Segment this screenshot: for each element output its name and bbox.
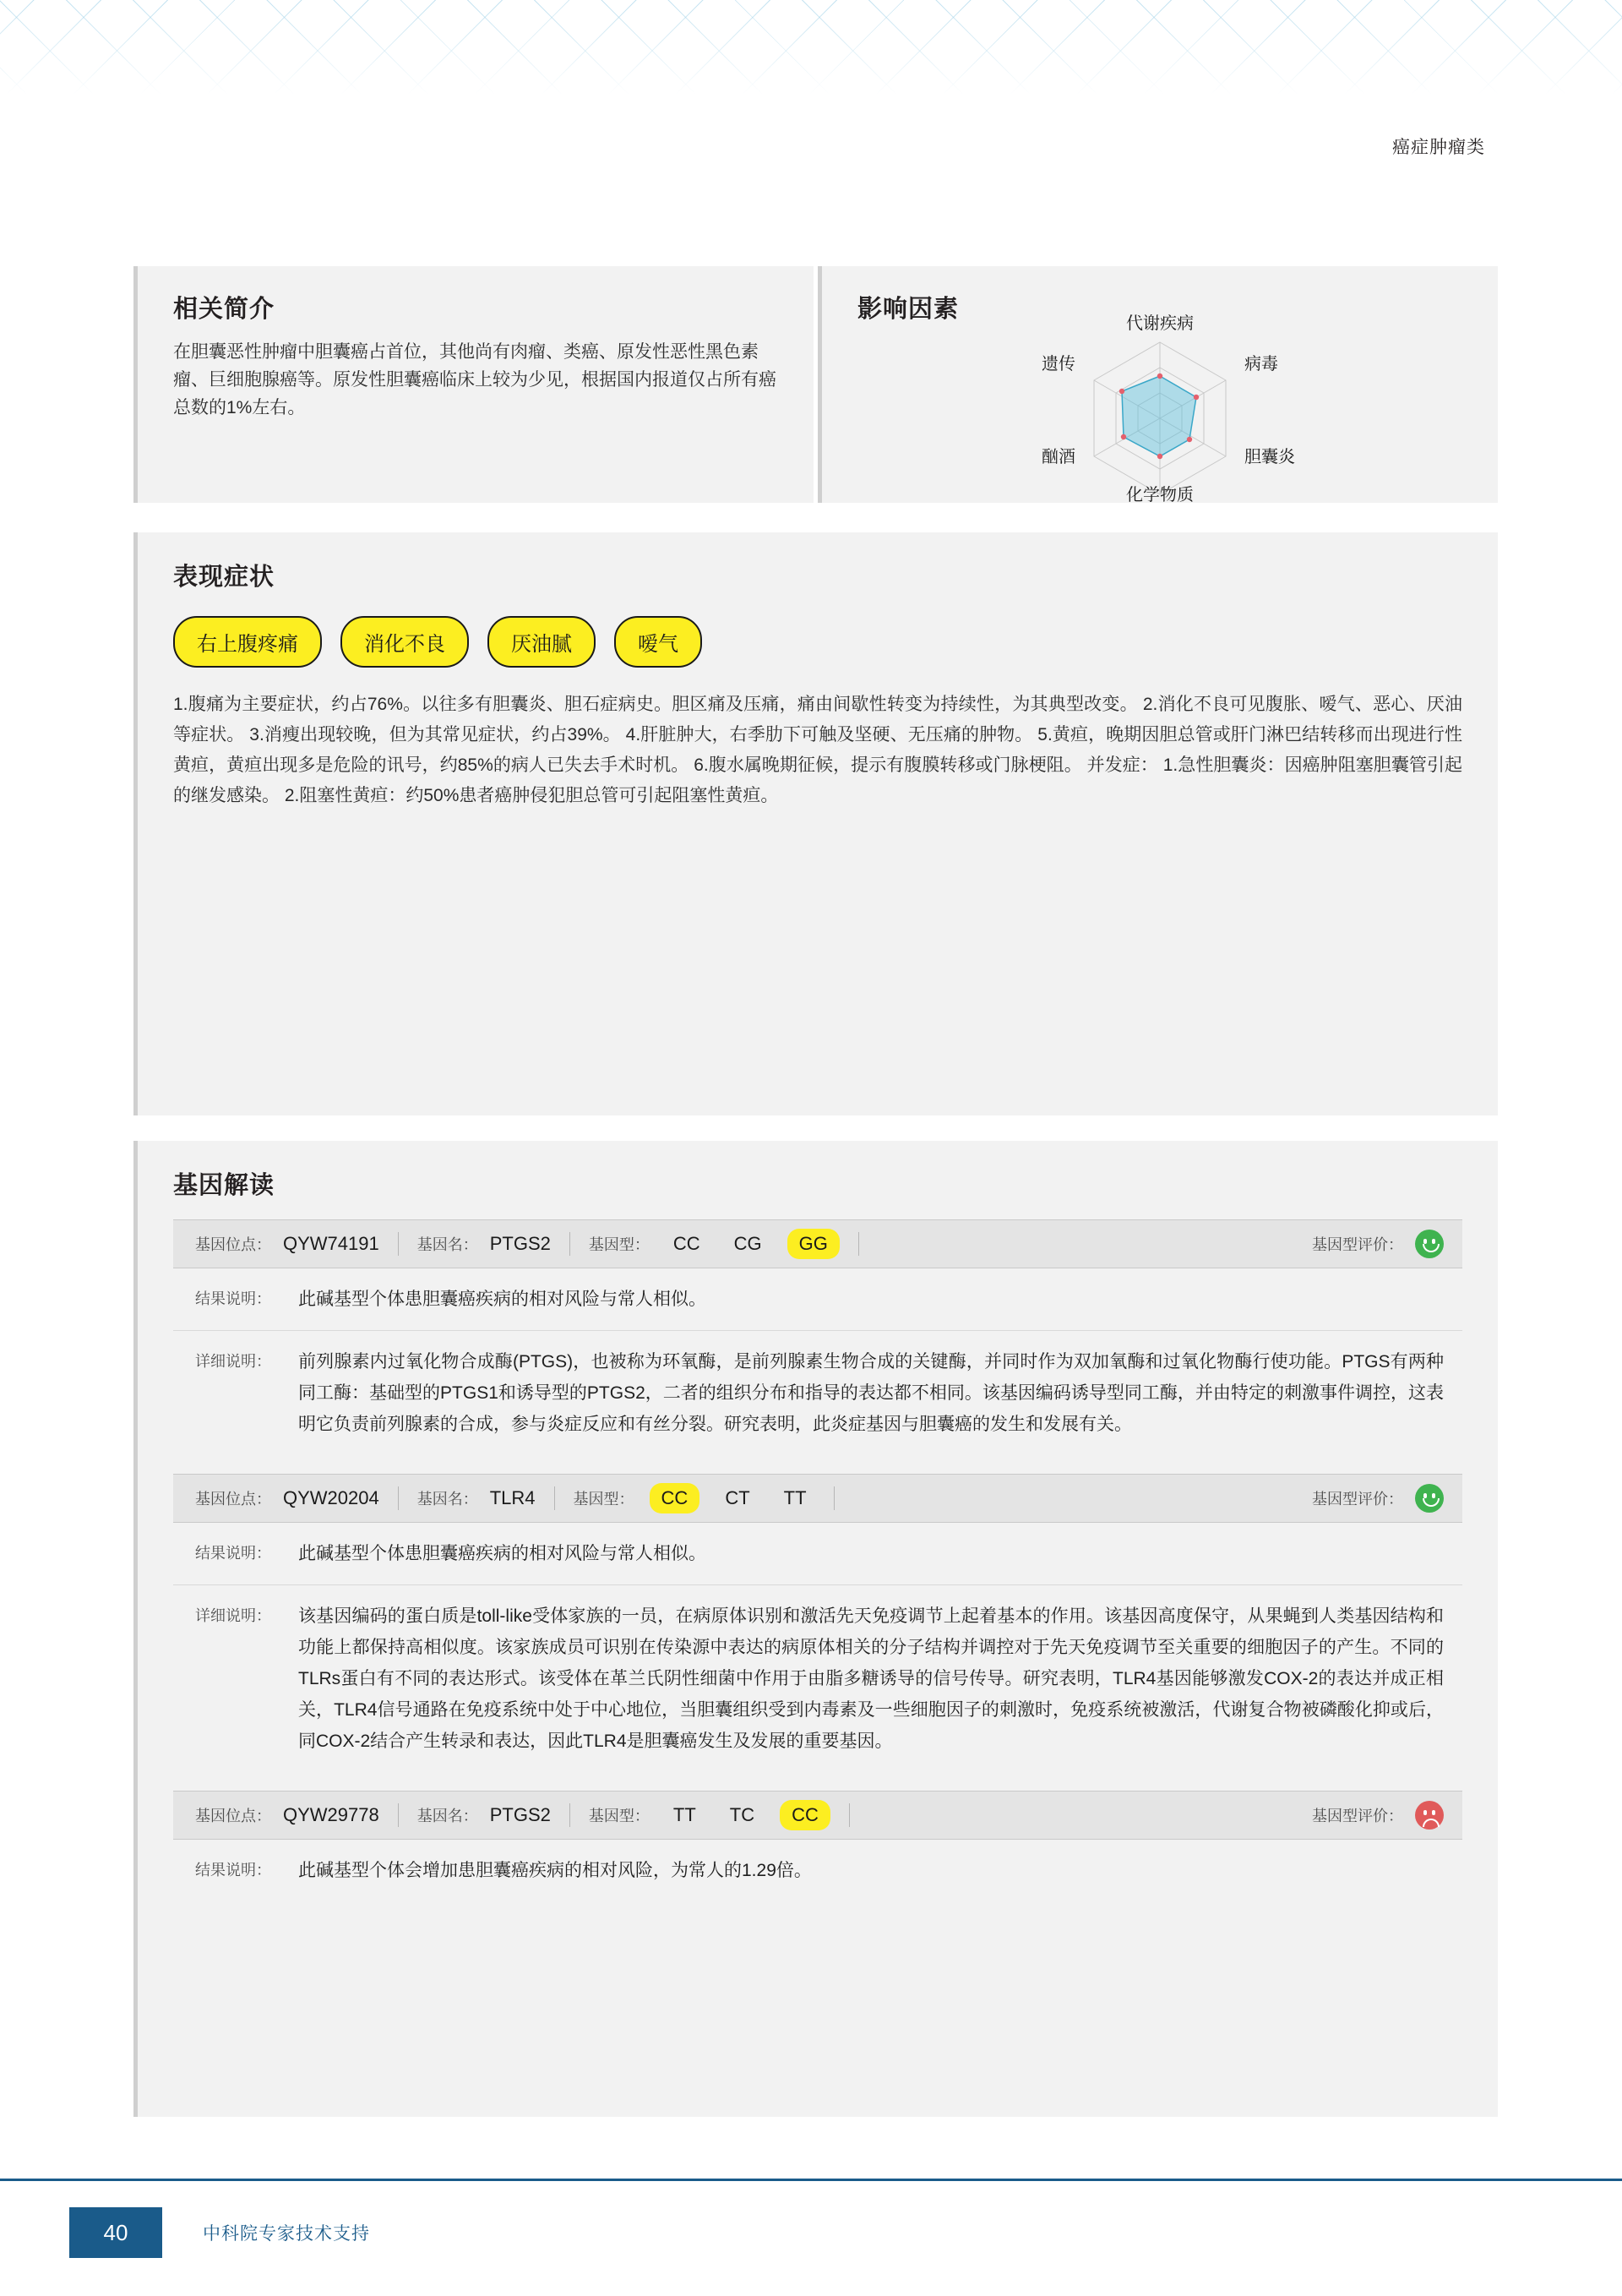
footer-rule: [0, 2179, 1622, 2181]
footer-note: 中科院专家技术支持: [203, 2224, 370, 2244]
divider: [398, 1232, 399, 1256]
band-fade-overlay: [0, 0, 1622, 95]
result-label: 结果说明：: [195, 1545, 271, 1562]
gene-detail-row: [173, 1331, 1462, 1455]
rating-group: [1312, 1801, 1444, 1830]
divider: [834, 1486, 835, 1510]
intro-text: 在胆囊恶性肿瘤中胆囊癌占首位，其他尚有肉瘤、类癌、原发性恶性黑色素瘤、巨细胞腺癌等。原发性胆囊癌临床上较为少见，根据国内报道仅占所有癌总数的1%左右。: [173, 342, 776, 417]
genotype-label: 基因型：: [588, 1236, 650, 1253]
gene-result-row: [173, 1840, 1462, 1901]
gene-result-row: [173, 1268, 1462, 1331]
locus-value: QYW20204: [283, 1487, 379, 1508]
gene-name-value: PTGS2: [489, 1233, 551, 1254]
gene-card: [133, 1141, 1498, 2117]
radar-label-2: 胆囊炎: [1244, 448, 1295, 466]
symptoms-description: 1.腹痛为主要症状，约占76%。以往多有胆囊炎、胆石症病史。胆区痛及压痛，痛由间歇性转变为持续性，为其典型改变。 2.消化不良可见腹胀、嗳气、恶心、厌油等症状。 3.消瘦出现较晚，但为其常见症状，约占39%。 4.肝脏肿大，右季肋下可触及坚硬、无压痛的肿物。 5.黄疸，晚期因胆总管或肝门淋巴结转移而出现进行性黄疸，黄疸出现多是危险的讯号，约85%的病人已失去手术时机。 6.腹水属晚期征候，提示有腹膜转移或门脉梗阻。 并发症： 1.急性胆囊炎：因癌肿阻塞胆囊管引起的继发感染。 2.阻塞性黄疸：约50%患者癌肿侵犯胆总管可引起阻塞性黄疸。: [173, 695, 1462, 805]
locus-label: 基因位点：: [195, 1236, 271, 1253]
allele-option: CG: [733, 1233, 762, 1254]
allele-option: TC: [729, 1804, 755, 1825]
result-label: 结果说明：: [195, 1862, 271, 1879]
gene-title: 基因解读: [173, 1172, 275, 1199]
gene-name-label: 基因名：: [416, 1808, 478, 1824]
decorative-top-band: [0, 0, 1622, 95]
allele-option-selected: CC: [650, 1483, 700, 1513]
divider: [569, 1232, 570, 1256]
symptom-pill: 嗳气: [614, 616, 702, 668]
gene-name-label: 基因名：: [416, 1236, 478, 1253]
gene-header-row: [173, 1219, 1462, 1268]
gene-block: [173, 1474, 1462, 1772]
divider: [398, 1803, 399, 1827]
gene-name-label: 基因名：: [416, 1491, 478, 1508]
genotype-label: 基因型：: [573, 1491, 634, 1508]
locus-label: 基因位点：: [195, 1808, 271, 1824]
genotype-label: 基因型：: [588, 1808, 650, 1824]
locus-label: 基因位点：: [195, 1491, 271, 1508]
symptom-pill: 厌油腻: [487, 616, 596, 668]
divider: [569, 1803, 570, 1827]
rating-group: [1312, 1484, 1444, 1513]
allele-option: TT: [783, 1487, 807, 1508]
rating-label: 基因型评价：: [1312, 1808, 1403, 1824]
symptoms-title: 表现症状: [173, 564, 275, 591]
gene-block: [173, 1791, 1462, 1901]
locus-value: QYW74191: [283, 1233, 379, 1254]
divider: [398, 1486, 399, 1510]
allele-group: [665, 1229, 840, 1259]
divider: [849, 1803, 850, 1827]
page-category-header: 癌症肿瘤类: [1392, 138, 1485, 157]
radar-label-3: 化学物质: [1126, 486, 1194, 503]
intro-title: 相关简介: [173, 296, 275, 323]
divider: [858, 1232, 859, 1256]
allele-group: [650, 1483, 815, 1513]
symptom-pill-row: [173, 616, 1498, 668]
allele-option: CC: [672, 1233, 700, 1254]
factors-title: 影响因素: [857, 296, 960, 323]
gene-name-value: TLR4: [489, 1487, 536, 1508]
detail-text: 前列腺素内过氧化物合成酶(PTGS)，也被称为环氧酶，是前列腺素生物合成的关键酶，并同时作为双加氧酶和过氧化物酶行使功能。PTGS有两种同工酶：基础型的PTGS1和诱导型的PTGS2，二者的组织分布和指导的表达都不相同。该基因编码诱导型同工酶，并由特定的刺激事件调控，这表明它负责前列腺素的合成，参与炎症反应和有丝分裂。研究表明，此炎症基因与胆囊癌的发生和发展有关。: [298, 1352, 1444, 1434]
divider: [554, 1486, 555, 1510]
allele-option: CT: [725, 1487, 750, 1508]
allele-group: [665, 1800, 830, 1830]
gene-detail-row: [173, 1585, 1462, 1772]
radar-label-5: 遗传: [1042, 355, 1075, 374]
symptom-pill: 消化不良: [340, 616, 469, 668]
detail-label: 详细说明：: [195, 1353, 271, 1370]
radar-label-0: 代谢疾病: [1126, 314, 1194, 333]
rating-group: [1312, 1230, 1444, 1258]
smiley-happy-icon: [1415, 1484, 1444, 1513]
symptom-pill: 右上腹疼痛: [173, 616, 322, 668]
gene-header-row: [173, 1474, 1462, 1523]
intro-card: [133, 266, 814, 503]
symptoms-card: [133, 532, 1498, 1115]
rating-label: 基因型评价：: [1312, 1491, 1403, 1508]
allele-option-selected: GG: [787, 1229, 840, 1259]
smiley-happy-icon: [1415, 1230, 1444, 1258]
result-text: 此碱基型个体患胆囊癌疾病的相对风险与常人相似。: [298, 1290, 706, 1309]
rating-label: 基因型评价：: [1312, 1236, 1403, 1253]
detail-text: 该基因编码的蛋白质是toll-like受体家族的一员，在病原体识别和激活先天免疫调节上起着基本的作用。该基因高度保守，从果蝇到人类基因结构和功能上都保持高相似度。该家族成员可识别在传染源中表达的病原体相关的分子结构并调控对于先天免疫调节至关重要的细胞因子的产生。不同的TLRs蛋白有不同的表达形式。该受体在革兰氏阴性细菌中作用于由脂多糖诱导的信号传导。研究表明，TLR4基因能够激发COX-2的表达并成正相关，TLR4信号通路在免疫系统中处于中心地位，当胆囊组织受到内毒素及一些细胞因子的刺激时，免疫系统被激活，代谢复合物被磷酸化抑或后，同COX-2结合产生转录和表达，因此TLR4是胆囊癌发生及发展的重要基因。: [298, 1606, 1444, 1751]
gene-block: [173, 1219, 1462, 1455]
radar-series-area: [1122, 376, 1196, 456]
smiley-sad-icon: [1415, 1801, 1444, 1830]
result-text: 此碱基型个体会增加患胆囊癌疾病的相对风险，为常人的1.29倍。: [298, 1861, 812, 1880]
result-text: 此碱基型个体患胆囊癌疾病的相对风险与常人相似。: [298, 1544, 706, 1563]
locus-value: QYW29778: [283, 1804, 379, 1825]
radar-label-4: 酗酒: [1042, 448, 1075, 466]
gene-result-row: [173, 1523, 1462, 1585]
radar-chart: [822, 310, 1498, 503]
result-label: 结果说明：: [195, 1290, 271, 1307]
gene-name-value: PTGS2: [489, 1804, 551, 1825]
allele-option: TT: [672, 1804, 696, 1825]
page-number-badge: 40: [69, 2207, 162, 2258]
gene-header-row: [173, 1791, 1462, 1840]
radar-label-1: 病毒: [1244, 355, 1278, 374]
radar-chart-svg: [822, 310, 1498, 503]
factors-card: [818, 266, 1498, 503]
allele-option-selected: CC: [780, 1800, 830, 1830]
detail-label: 详细说明：: [195, 1607, 271, 1624]
